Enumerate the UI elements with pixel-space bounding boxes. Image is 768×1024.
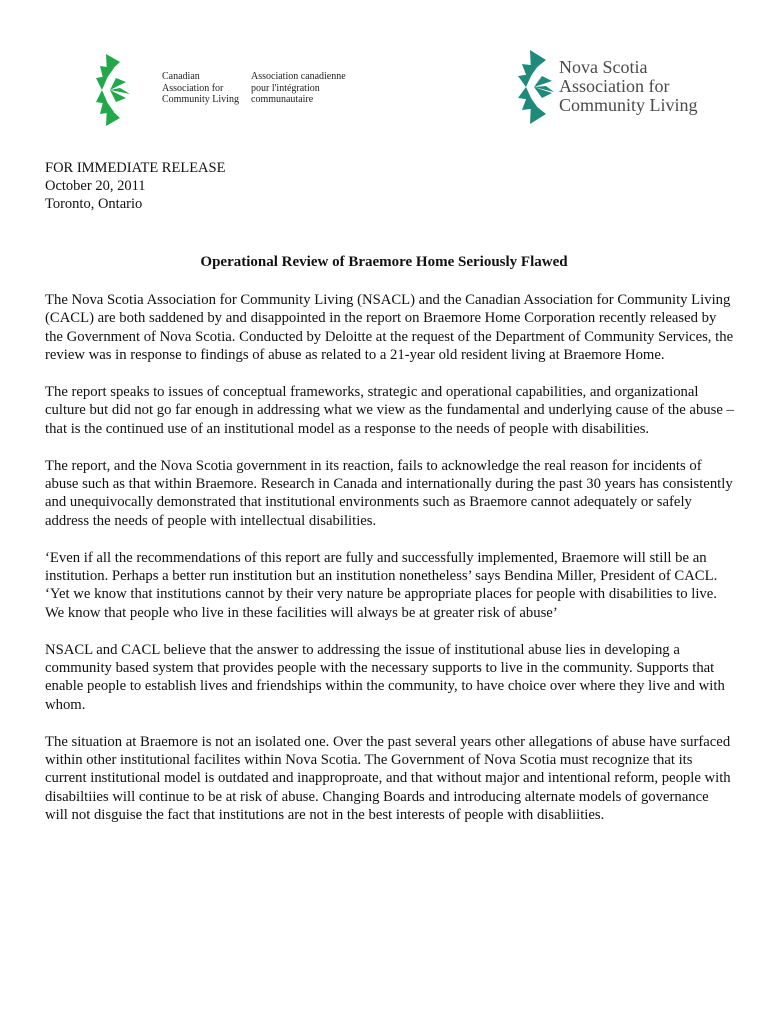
release-location: Toronto, Ontario	[45, 196, 143, 212]
body-paragraph: The Nova Scotia Association for Community Living (NSACL) and the Canadian Association for Community Living (CACL) are both saddened by and disappointed in the report on Braemore Home Corporation recently released by the Government of Nova Scotia. Conducted by Deloitte at the request of the Department of Community Services, the review was in response to findings of abuse as related to a 21-year old resident living at Braemore Home.	[45, 292, 734, 364]
body-paragraph: The report, and the Nova Scotia government in its reaction, fails to acknowledge the real reason for incidents of abuse such as that within Braemore. Research in Canada and internationally during the past 30 years has consistently and unequivocally demonstrated that institutional environments such as Braemore cannot adequately or safely address the needs of people with intellectual disabilities.	[45, 457, 733, 529]
cacl-fr-line: Association canadienne	[251, 71, 346, 82]
document-body	[45, 291, 735, 843]
nsacl-line: Nova Scotia	[559, 57, 648, 77]
cacl-name-french	[251, 71, 346, 106]
cacl-en-line: Association for	[162, 82, 224, 94]
document-title: Operational Review of Braemore Home Seriously Flawed	[200, 254, 568, 270]
nsacl-line: Association for	[559, 76, 670, 96]
body-paragraph: ‘Even if all the recommendations of this report are fully and successfully implemented, Braemore will still be an institution. Perhaps a better run institution but an institution nonetheless’ says Bendina Miller, President of CACL. ‘Yet we know that institutions cannot by their very nature be appropriate places for people with disabilities to live. We know that people who live in these facilities will always be at greater risk of abuse’	[45, 549, 718, 621]
cacl-logo-icon	[90, 52, 134, 128]
cacl-name-english	[162, 71, 239, 106]
body-paragraph: The situation at Braemore is not an isolated one. Over the past several years other allegations of abuse have surfaced within other institutional facilites within Nova Scotia. The Government of Nova Scotia must recognize that its current institutional model is outdated and inapproproate, and that without major and intentional reform, people with disabiltiies will continue to be at risk of abuse. Changing Boards and introducing alternate models of governance will not disguise the fact that institutions are not in the best interests of people with disabliities.	[45, 733, 731, 824]
cacl-en-line: Canadian	[162, 71, 200, 82]
nsacl-name	[559, 58, 698, 115]
release-header	[45, 159, 225, 213]
cacl-en-line: Community Living	[162, 94, 239, 105]
release-date: October 20, 2011	[45, 178, 146, 194]
nsacl-logo-icon	[504, 48, 556, 126]
body-paragraph: The report speaks to issues of conceptual frameworks, strategic and operational capabilities, and organizational culture but did not go far enough in addressing what we view as the fundamental and underlying cause of the abuse – that is the continued use of an institutional model as a response to the needs of people with disabilities.	[45, 384, 734, 437]
cacl-fr-line: pour l'intégration	[251, 82, 320, 94]
release-label: FOR IMMEDIATE RELEASE	[45, 160, 226, 176]
nsacl-line: Community Living	[559, 95, 698, 115]
cacl-fr-line: communautaire	[251, 94, 314, 105]
body-paragraph: NSACL and CACL believe that the answer to addressing the issue of institutional abuse lies in developing a community based system that provides people with the necessary supports to live in the community. Supports that enable people to establish lives and friendships within the community, to have choice over where they live and with whom.	[45, 641, 725, 713]
